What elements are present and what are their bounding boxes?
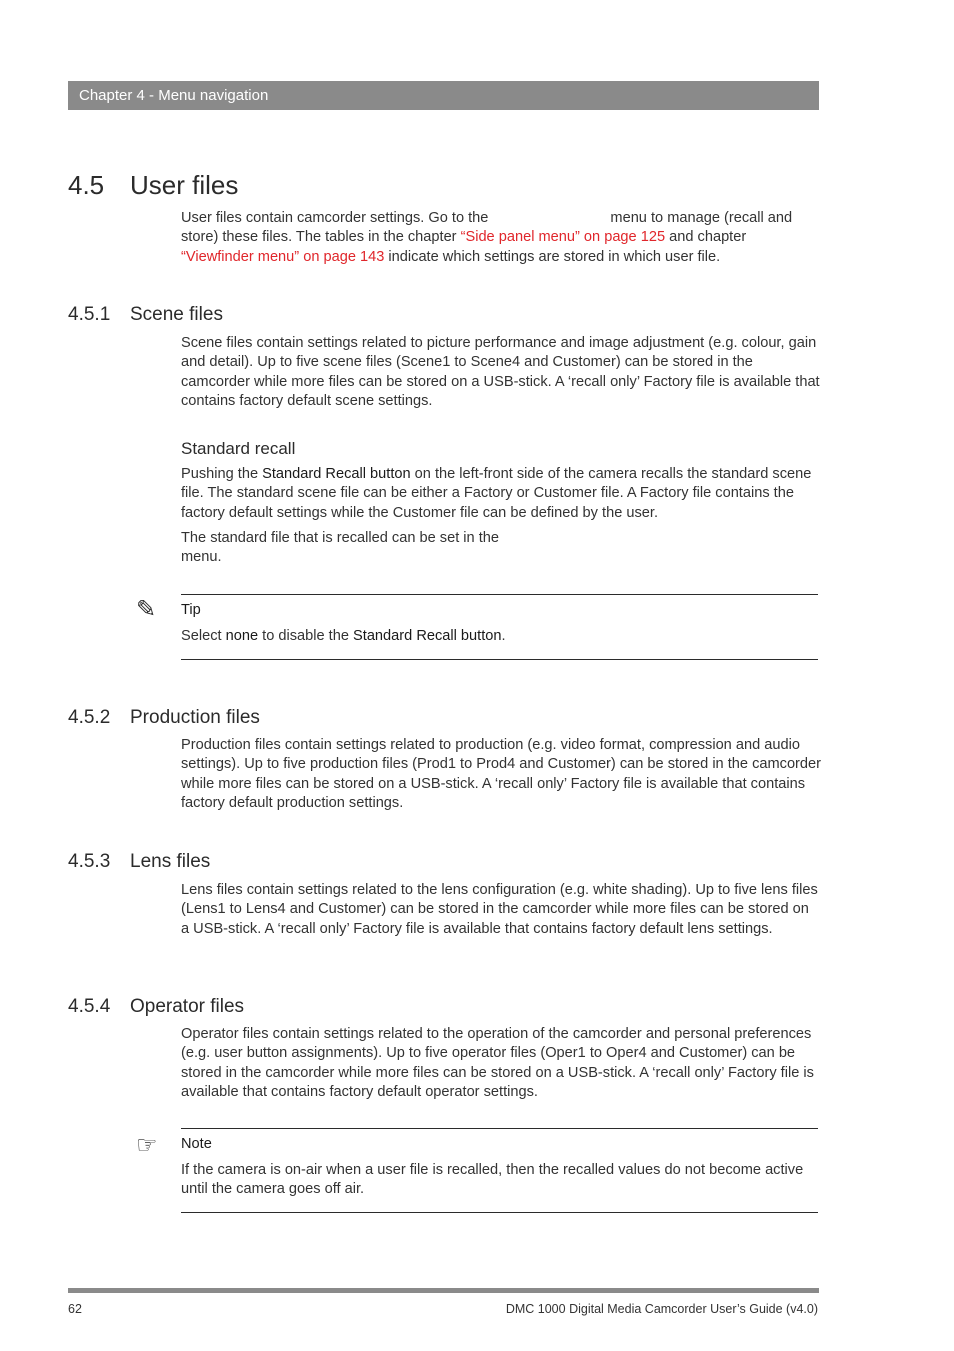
intro-text-1: User files contain camcorder settings. Go to the [181,210,489,226]
operator-files-body: Operator files contain settings related to the operation of the camcorder and personal preferences (e.g. user button assignments). Up to five operator files (Oper1 to Oper4 and Customer) can be stored in the camcorder while more files can be stored on a USB-stick. A ‘recall only’ Factory file is available that contains factory default operator settings. [181,1026,814,1100]
scene-title: Scene files [130,304,223,325]
tip-body [181,627,821,646]
standard-recall-body [181,465,821,523]
recall-set-text-2: menu. [181,549,222,566]
operator-title: Operator files [130,996,245,1017]
note-body: If the camera is on-air when a user file is recalled, then the recalled values do not become active until the camera goes off air. [181,1162,804,1198]
note-bottom-rule [181,1212,818,1213]
intro-text-4: and chapter [665,229,747,246]
scene-files-body: Scene files contain settings related to picture performance and image adjustment (e.g. colour, gain and detail). Up to five scene files (Scene1 to Scene4 and Customer) can be stored in the camcorder while more files can be stored on a USB-stick. A ‘recall only’ Factory file is available that contains factory default scene settings. [181,335,820,409]
lens-files-body: Lens files contain settings related to the lens configuration (e.g. white shading). Up to five lens files (Lens1 to Lens4 and Customer) can be stored in the camcorder while more files can be stored on a USB-stick. A ‘recall only’ Factory file is available that contains factory default lens settings. [181,882,818,937]
tip-top-rule [181,594,818,595]
production-number: 4.5.2 [68,707,111,728]
document-title: DMC 1000 Digital Media Camcorder User’s Guide (v4.0) [505,1302,818,1316]
lens-files-heading [68,851,210,873]
recall-set-text-1: The standard file that is recalled can be set in the [181,530,500,546]
chapter-title: Chapter 4 - Menu navigation [79,87,269,104]
pencil-icon: ✎ [136,596,157,623]
tip-text-2: to disable the [258,628,354,644]
section-title: User files [130,170,239,200]
tip-none: none [225,628,259,644]
intro-text-3: store) these files. The tables in the chapter [181,229,461,246]
scene-files-heading [68,304,223,326]
standard-recall-heading: Standard recall [181,439,296,458]
side-panel-menu-link[interactable]: “Side panel menu” on page 125 [460,229,666,246]
section-heading [68,170,238,201]
tip-standard-recall-button: Standard Recall button [353,628,502,644]
tip-bottom-rule [181,659,818,660]
standard-recall-button-label: Standard Recall button [262,466,411,482]
lens-number: 4.5.3 [68,851,111,872]
pointing-hand-icon: ☞ [136,1132,158,1159]
production-files-heading [68,707,260,729]
production-files-body: Production files contain settings related to production (e.g. video format, compression and audio settings). Up to five production files (Prod1 to Prod4 and Customer) can be stored in the camcorder while more files can be stored on a USB-stick. A ‘recall only’ Factory file is available that contains factory default production settings. [181,737,822,811]
footer-bar [68,1288,819,1293]
chapter-header-bar [68,81,819,110]
note-top-rule [181,1128,818,1129]
standard-recall-setting [181,529,821,568]
recall-text-2: on the left-front side of the camera recalls the standard scene file. The standard scene file can be either a Factory or Customer file. A Factory file contains the factory default settings while the Customer file can be defined by the user. [181,466,812,521]
section-number: 4.5 [68,170,105,200]
tip-text-1: Select [181,628,226,644]
production-title: Production files [130,707,260,728]
tip-label: Tip [181,602,201,618]
viewfinder-menu-link[interactable]: “Viewfinder menu” on page 143 [181,248,385,265]
recall-text-1: Pushing the [181,466,263,482]
intro-text-5: indicate which settings are stored in which user file. [384,248,721,265]
intro-text-2: menu to manage (recall and [610,210,793,226]
scene-number: 4.5.1 [68,304,111,325]
note-label: Note [181,1136,212,1152]
section-intro [181,209,821,267]
operator-number: 4.5.4 [68,996,111,1017]
lens-title: Lens files [130,851,211,872]
operator-files-heading [68,996,244,1018]
tip-text-3: . [501,628,506,644]
page-number: 62 [68,1302,82,1316]
